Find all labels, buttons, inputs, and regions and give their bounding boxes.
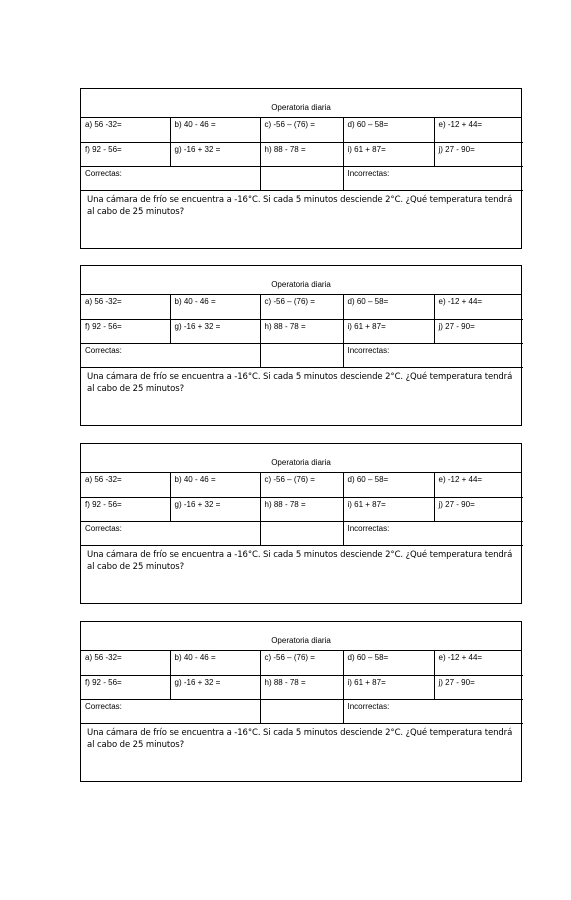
- operation-cell-g: g) -16 + 32 =: [170, 319, 260, 343]
- operations-row: [81, 118, 523, 142]
- operation-cell-a: a) 56 -32=: [81, 651, 170, 675]
- operation-cell-g: g) -16 + 32 =: [170, 142, 260, 166]
- operation-cell-g: g) -16 + 32 =: [170, 675, 260, 699]
- score-row: [81, 521, 523, 545]
- incorrect-label: Incorrectas:: [343, 521, 523, 545]
- worksheet-title: Operatoria diaria: [81, 444, 521, 473]
- operations-row: [81, 675, 523, 699]
- operation-cell-j: j) 27 - 90=: [434, 142, 523, 166]
- correct-count-field[interactable]: [260, 521, 343, 545]
- operations-row: [81, 497, 523, 521]
- worksheet-block-1: [80, 88, 522, 249]
- operation-cell-a: a) 56 -32=: [81, 295, 170, 319]
- worksheet-title: Operatoria diaria: [81, 89, 521, 118]
- operations-table: [81, 295, 523, 368]
- operation-cell-a: a) 56 -32=: [81, 473, 170, 497]
- incorrect-label: Incorrectas:: [343, 166, 523, 190]
- correct-label: Correctas:: [81, 166, 260, 190]
- operation-cell-i: i) 61 + 87=: [343, 497, 434, 521]
- operation-cell-f: f) 92 - 56=: [81, 675, 170, 699]
- operation-cell-c: c) -56 – (76) =: [260, 295, 343, 319]
- operation-cell-d: d) 60 – 58=: [343, 295, 434, 319]
- correct-label: Correctas:: [81, 343, 260, 367]
- score-row: [81, 343, 523, 367]
- operation-cell-j: j) 27 - 90=: [434, 319, 523, 343]
- operation-cell-c: c) -56 – (76) =: [260, 473, 343, 497]
- operation-cell-b: b) 40 - 46 =: [170, 473, 260, 497]
- worksheet-block-4: [80, 621, 522, 782]
- correct-label: Correctas:: [81, 521, 260, 545]
- operation-cell-f: f) 92 - 56=: [81, 319, 170, 343]
- word-problem: Una cámara de frío se encuentra a -16°C. Si cada 5 minutos desciende 2°C. ¿Qué temperatura tendrá al cabo de 25 minutos?: [87, 727, 513, 750]
- operation-cell-d: d) 60 – 58=: [343, 118, 434, 142]
- operation-cell-h: h) 88 - 78 =: [260, 142, 343, 166]
- operations-row: [81, 473, 523, 497]
- operation-cell-b: b) 40 - 46 =: [170, 651, 260, 675]
- operation-cell-e: e) -12 + 44=: [434, 651, 523, 675]
- operation-cell-i: i) 61 + 87=: [343, 319, 434, 343]
- operation-cell-f: f) 92 - 56=: [81, 497, 170, 521]
- operation-cell-g: g) -16 + 32 =: [170, 497, 260, 521]
- incorrect-label: Incorrectas:: [343, 343, 523, 367]
- operations-row: [81, 319, 523, 343]
- operation-cell-i: i) 61 + 87=: [343, 675, 434, 699]
- operation-cell-h: h) 88 - 78 =: [260, 675, 343, 699]
- operation-cell-e: e) -12 + 44=: [434, 473, 523, 497]
- operations-row: [81, 295, 523, 319]
- correct-label: Correctas:: [81, 699, 260, 723]
- incorrect-label: Incorrectas:: [343, 699, 523, 723]
- correct-count-field[interactable]: [260, 343, 343, 367]
- correct-count-field[interactable]: [260, 166, 343, 190]
- operation-cell-h: h) 88 - 78 =: [260, 497, 343, 521]
- score-row: [81, 699, 523, 723]
- operation-cell-c: c) -56 – (76) =: [260, 118, 343, 142]
- worksheet-title: Operatoria diaria: [81, 266, 521, 295]
- operations-table: [81, 473, 523, 546]
- operation-cell-d: d) 60 – 58=: [343, 473, 434, 497]
- operations-table: [81, 118, 523, 191]
- operations-table: [81, 651, 523, 724]
- operation-cell-j: j) 27 - 90=: [434, 497, 523, 521]
- correct-count-field[interactable]: [260, 699, 343, 723]
- word-problem: Una cámara de frío se encuentra a -16°C. Si cada 5 minutos desciende 2°C. ¿Qué temperatura tendrá al cabo de 25 minutos?: [87, 371, 513, 394]
- score-row: [81, 166, 523, 190]
- operations-row: [81, 651, 523, 675]
- operation-cell-b: b) 40 - 46 =: [170, 295, 260, 319]
- operation-cell-e: e) -12 + 44=: [434, 295, 523, 319]
- operation-cell-d: d) 60 – 58=: [343, 651, 434, 675]
- operation-cell-e: e) -12 + 44=: [434, 118, 523, 142]
- operation-cell-h: h) 88 - 78 =: [260, 319, 343, 343]
- operations-row: [81, 142, 523, 166]
- operation-cell-i: i) 61 + 87=: [343, 142, 434, 166]
- worksheet-block-2: [80, 265, 522, 426]
- operation-cell-a: a) 56 -32=: [81, 118, 170, 142]
- operation-cell-j: j) 27 - 90=: [434, 675, 523, 699]
- operation-cell-b: b) 40 - 46 =: [170, 118, 260, 142]
- worksheet-title: Operatoria diaria: [81, 622, 521, 651]
- operation-cell-f: f) 92 - 56=: [81, 142, 170, 166]
- word-problem: Una cámara de frío se encuentra a -16°C. Si cada 5 minutos desciende 2°C. ¿Qué temperatura tendrá al cabo de 25 minutos?: [87, 194, 513, 217]
- operation-cell-c: c) -56 – (76) =: [260, 651, 343, 675]
- worksheet-block-3: [80, 443, 522, 604]
- word-problem: Una cámara de frío se encuentra a -16°C. Si cada 5 minutos desciende 2°C. ¿Qué temperatura tendrá al cabo de 25 minutos?: [87, 549, 513, 572]
